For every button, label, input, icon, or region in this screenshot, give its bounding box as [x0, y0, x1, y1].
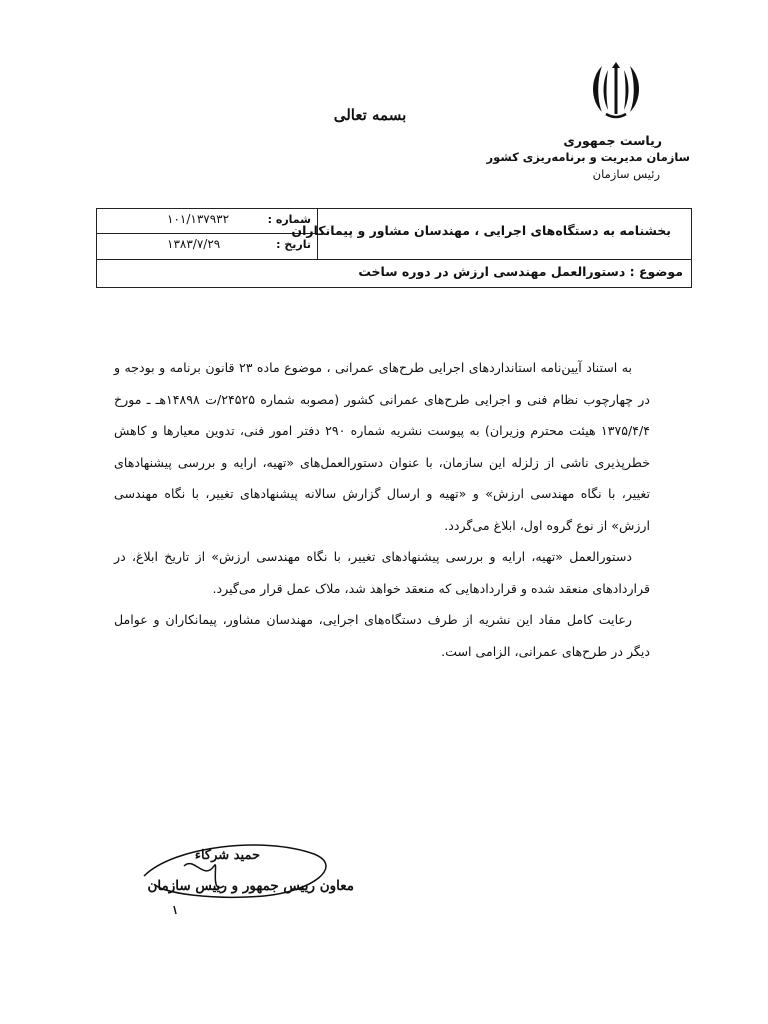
subject-line: موضوع : دستورالعمل مهندسی ارزش در دوره ساخت: [358, 264, 683, 279]
organization-block: [450, 132, 690, 183]
iran-emblem-icon: [588, 60, 644, 122]
signatory-title: معاون رییس جمهور و رییس سازمان: [147, 878, 354, 894]
letter-header-table: [96, 208, 692, 288]
letter-body: [114, 352, 650, 667]
org-line-organization: سازمان مدیریت و برنامه‌ریزی کشور: [486, 150, 690, 164]
number-label: شماره :: [267, 213, 311, 226]
number-date-box: [97, 209, 318, 259]
date-label: تاریخ :: [276, 238, 311, 251]
signatory-name: حمید شرکاء: [194, 848, 260, 863]
recipients-line: بخشنامه به دستگاه‌های اجرایی ، مهندسان مشاور و پیمانکاران: [291, 223, 671, 238]
header-row-recipients: [97, 209, 691, 260]
number-date-divider: [97, 233, 317, 234]
body-paragraph-3: رعایت کامل مفاد این نشریه از طرف دستگاه‌های اجرایی، مهندسان مشاور، پیمانکاران و عوامل دیگر در طرح‌های عمرانی، الزامی است.: [114, 612, 650, 659]
date-value: ۱۳۸۳/۷/۲۹: [167, 237, 221, 251]
body-paragraph-1: به استناد آیین‌نامه استانداردهای اجرایی طرح‌های عمرانی ، موضوع ماده ۲۳ قانون برنامه و بودجه و در چهارچوب نظام فنی و اجرایی طرح‌های عمرانی کشور (مصوبه شماره ۲۴۵۲۵/ت ۱۴۸۹۸هـ ـ مورخ ۱۳۷۵/۴/۴ هیئت محترم وزیران) به پیوست نشریه شماره ۲۹۰ دفتر امور فنی، تدوین معیارها و کاهش خطرپذیری ناشی از زلزله این سازمان، با عنوان دستورالعمل‌های «تهیه، ارایه و بررسی پیشنهادهای تغییر، با نگاه مهندسی ارزش» و «تهیه و ارسال گزارش سالانه پیشنهادهای تغییر، با نگاه مهندسی ارزش» از نوع گروه اول، ابلاغ می‌گردد.: [114, 360, 650, 533]
body-paragraph-2: دستورالعمل «تهیه، ارایه و بررسی پیشنهادهای تغییر، با نگاه مهندسی ارزش» از تاریخ ابلاغ، در قراردادهای منعقد شده و قراردادهایی که منعقد خواهد شد، ملاک عمل قرار می‌گیرد.: [114, 549, 650, 596]
org-line-head: رئیس سازمان: [592, 167, 660, 181]
number-value: ۱۰۱/۱۳۷۹۳۲: [167, 212, 230, 226]
signature-block: [114, 836, 354, 916]
page-heading: بسمه تعالی: [333, 106, 407, 124]
org-line-presidency: ریاست جمهوری: [563, 133, 662, 148]
